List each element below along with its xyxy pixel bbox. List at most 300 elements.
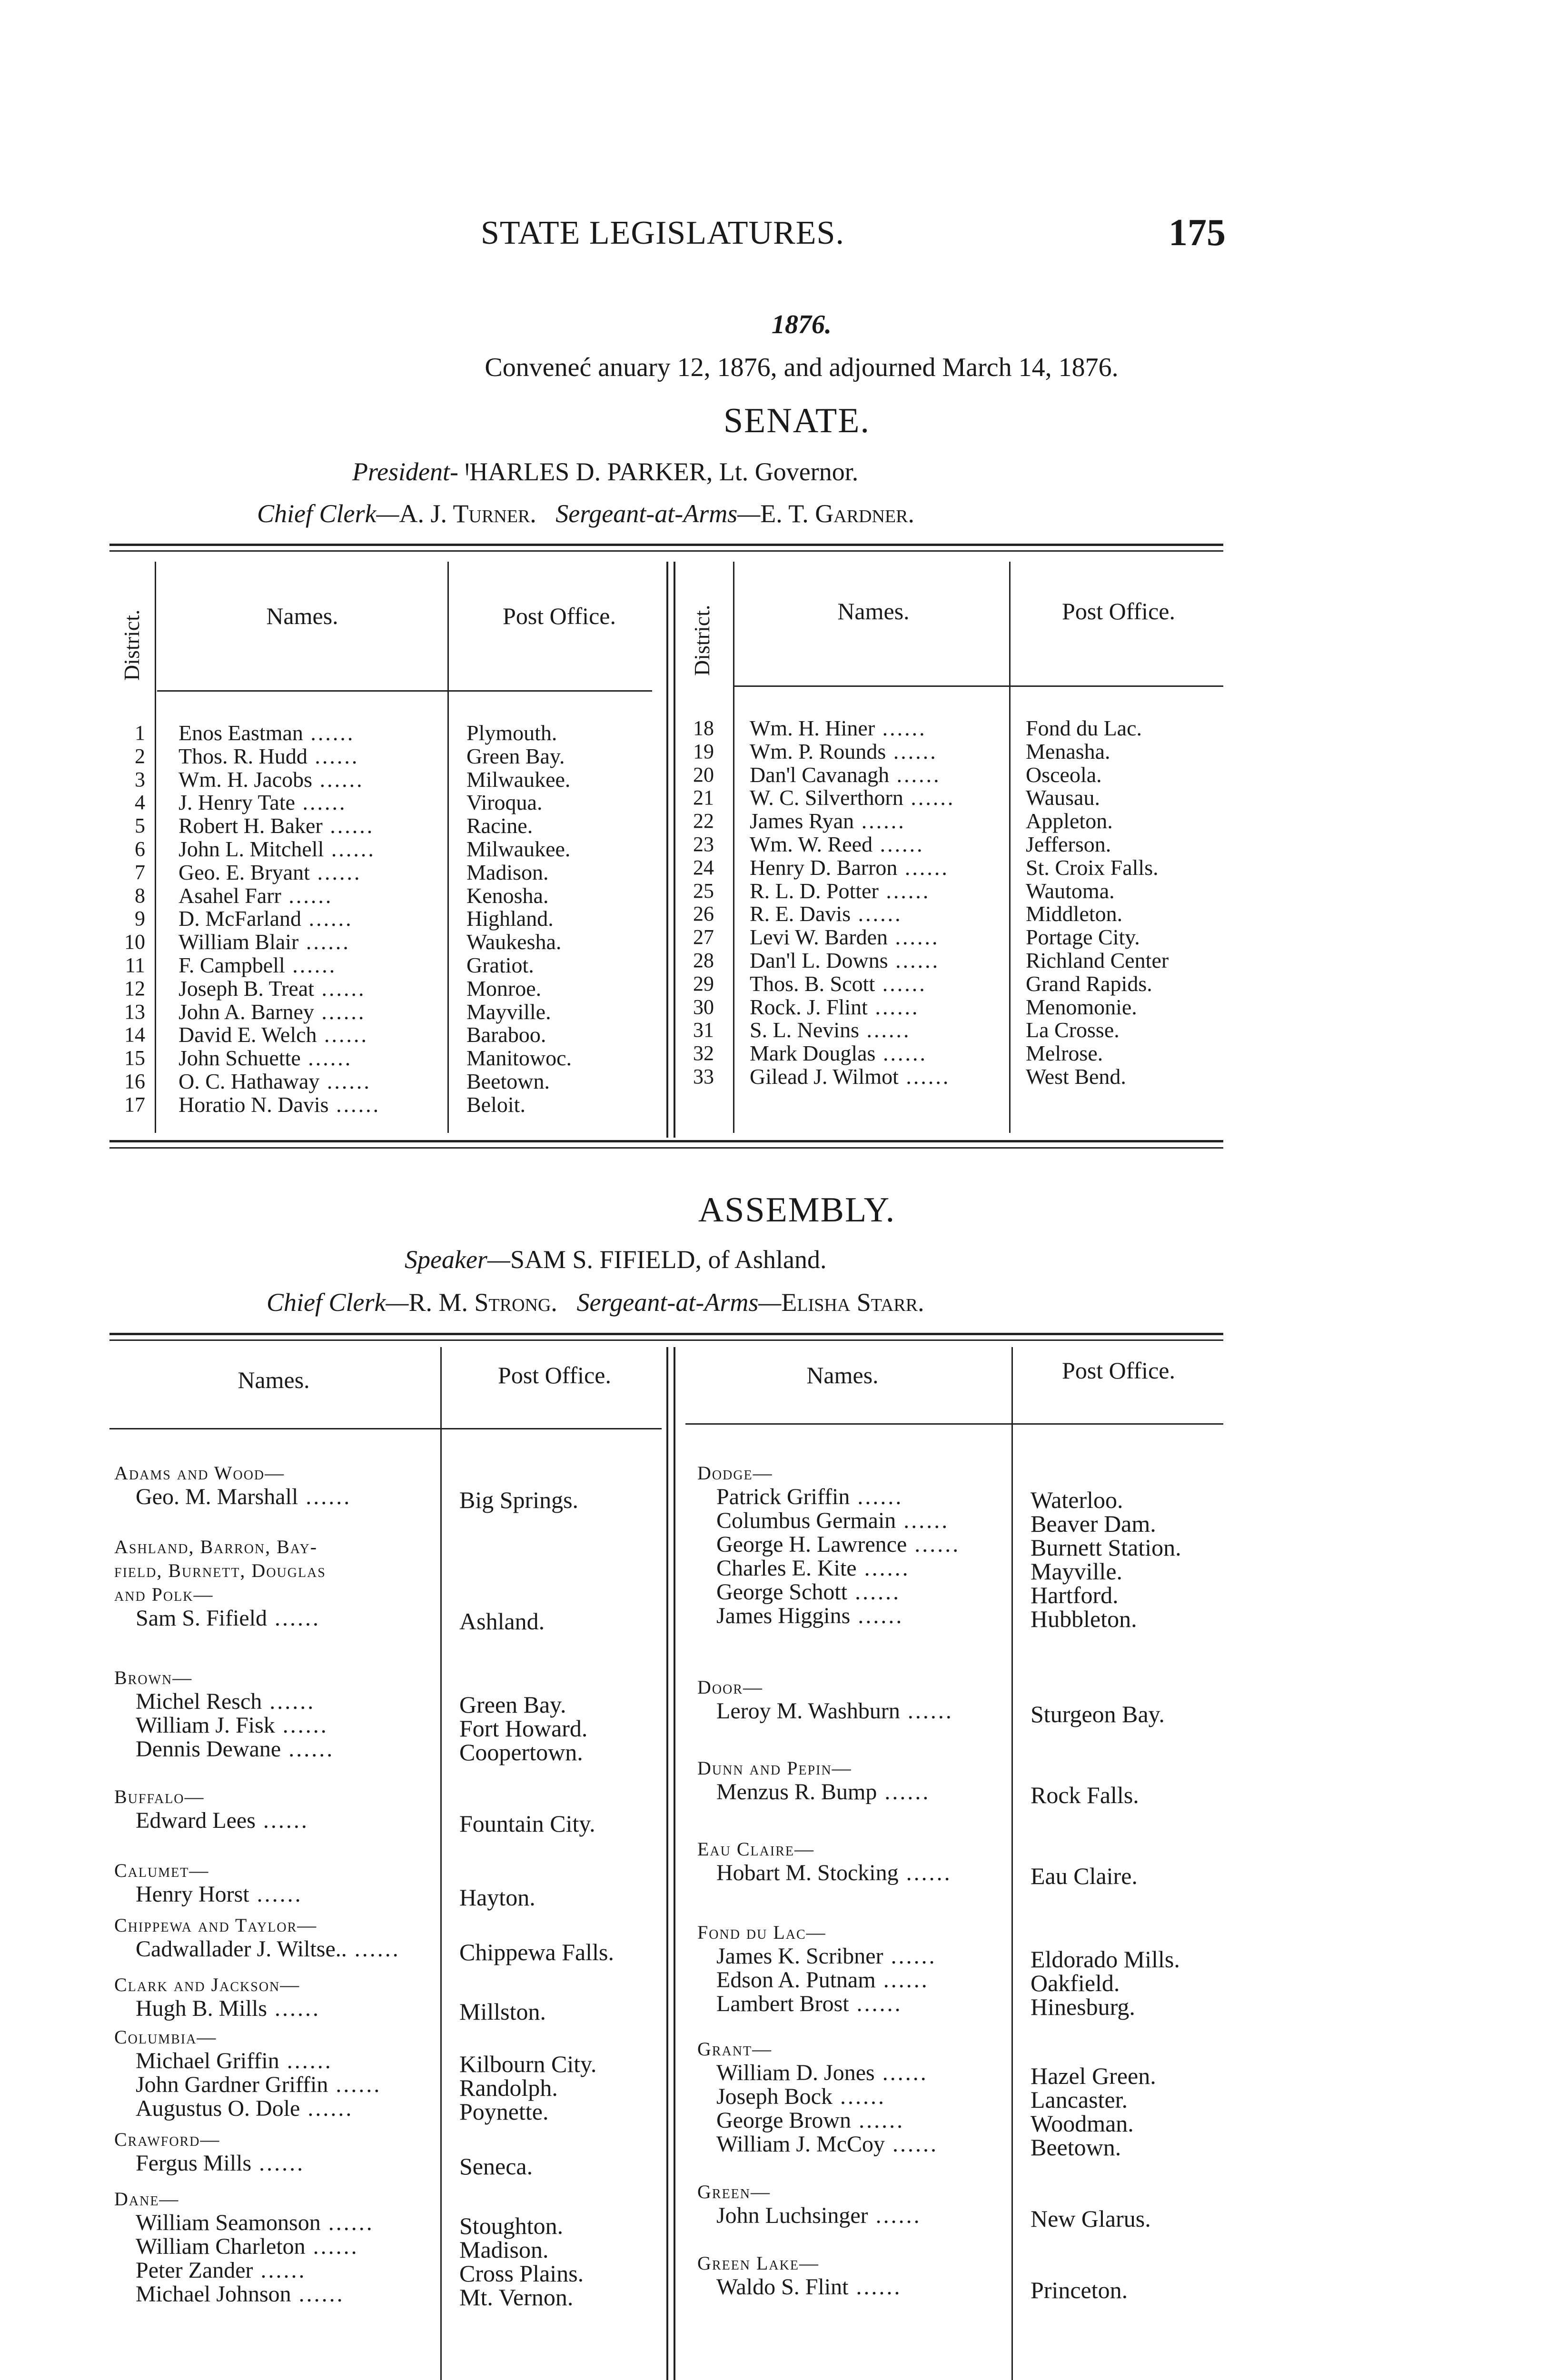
county-heading: field, Burnett, Douglas: [114, 1560, 326, 1581]
leader-dots: ......: [305, 2234, 359, 2259]
member-name-text: William J. Fisk: [136, 1713, 275, 1738]
member-post-office: Princeton.: [1031, 2277, 1128, 2303]
senate-name-text: Asahel Farr: [178, 883, 281, 908]
senate-name: [750, 925, 940, 949]
member-name: [136, 2049, 333, 2073]
senate-district: 9: [135, 907, 145, 931]
member-post-office: Coopertown.: [459, 1739, 583, 1765]
senate-name: [750, 786, 955, 809]
assembly-header-rule-right: [685, 1423, 1223, 1425]
member-name: [136, 1737, 334, 1761]
senate-officers: [257, 499, 914, 528]
member-name-text: William Seamonson: [136, 2210, 321, 2235]
member-name: [136, 2097, 353, 2121]
senate-name-text: F. Campbell: [178, 953, 285, 977]
senate-name: [750, 1041, 927, 1065]
member-name: [716, 2132, 938, 2156]
county-heading: Dunn and Pepin—: [697, 1757, 852, 1779]
leader-dots: ......: [886, 739, 938, 764]
member-post-office: Randolph.: [459, 2074, 558, 2101]
leader-dots: ......: [298, 1484, 352, 1509]
member-post-office: Mayville.: [1031, 1558, 1123, 1585]
leader-dots: ......: [897, 855, 949, 880]
sergeant-label: Sergeant-at-Arms—: [555, 499, 761, 528]
senate-bottom-rule: [109, 1140, 1223, 1142]
senate-district: 7: [135, 860, 145, 884]
member-post-office: Fountain City.: [459, 1810, 595, 1837]
county-heading: Columbia—: [114, 2026, 217, 2048]
member-name: [136, 1883, 303, 1906]
senate-row: [0, 949, 1546, 972]
member-post-office: Big Springs.: [459, 1487, 579, 1513]
leader-dots: ......: [317, 1022, 369, 1047]
leader-dots: ......: [328, 2072, 382, 2097]
chief-clerk-label: Chief Clerk—: [257, 499, 399, 528]
senate-district: 23: [693, 833, 714, 856]
assembly-header-rule-left: [109, 1428, 662, 1429]
member-name: [136, 1606, 320, 1630]
senate-row: [0, 856, 1546, 879]
senate-name-text: W. C. Silverthorn: [750, 785, 903, 810]
senate-row: [0, 1018, 1546, 1041]
county-heading: and Polk—: [114, 1584, 214, 1605]
senate-post-office: Melrose.: [1026, 1041, 1103, 1066]
member-post-office: Stoughton.: [459, 2212, 564, 2239]
senate-name: [750, 1065, 950, 1088]
senate-name-text: Gilead J. Wilmot: [750, 1064, 899, 1089]
assembly-vline-2a: [666, 1347, 668, 2380]
member-name: [716, 1944, 937, 1968]
senate-name-text: William Blair: [178, 930, 299, 954]
member-name-text: William D. Jones: [716, 2060, 875, 2085]
senate-district: 11: [125, 953, 145, 977]
senate-name-text: Joseph B. Treat: [178, 976, 314, 1001]
member-name-text: James K. Scribner: [716, 1944, 883, 1969]
member-post-office: Waterloo.: [1031, 1487, 1123, 1513]
member-post-office: Hinesburg.: [1031, 1993, 1135, 2020]
senate-district: 4: [135, 791, 145, 814]
member-name-text: Fergus Mills: [136, 2151, 252, 2176]
leader-dots: ......: [314, 999, 366, 1024]
senate-name: [750, 856, 949, 879]
senate-district: 1: [135, 721, 145, 744]
senate-post-office: Baraboo.: [466, 1022, 546, 1047]
county-heading: Green Lake—: [697, 2252, 819, 2274]
member-name-text: Augustus O. Dole: [136, 2096, 300, 2121]
senate-president: [352, 457, 858, 486]
member-name: [716, 1485, 903, 1509]
member-post-office: Fort Howard.: [459, 1715, 588, 1742]
leader-dots: ......: [249, 1882, 303, 1907]
senate-district: 20: [693, 763, 714, 786]
member-name-text: John Luchsinger: [716, 2203, 868, 2228]
senate-post-office: Gratiot.: [466, 953, 534, 977]
assembly-col-postoffice-left: Post Office.: [498, 1362, 611, 1388]
chief-clerk-value: A. J. Turner.: [399, 499, 536, 528]
senate-post-office: Wausau.: [1026, 785, 1100, 810]
senate-name: [750, 972, 927, 995]
senate-district: 12: [124, 976, 145, 1000]
senate-col-names-right: Names.: [837, 598, 910, 625]
senate-name: [750, 716, 927, 740]
member-name: [716, 1992, 902, 2016]
senate-name-text: Thos. R. Hudd: [178, 744, 307, 768]
leader-dots: ......: [324, 837, 376, 861]
leader-dots: ......: [298, 930, 350, 954]
county-heading: Ashland, Barron, Bay-: [114, 1536, 318, 1557]
senate-name: [750, 763, 941, 786]
leader-dots: ......: [281, 1736, 335, 1762]
leader-dots: ......: [328, 1092, 381, 1117]
senate-post-office: Beetown.: [466, 1069, 550, 1093]
member-post-office: Seneca.: [459, 2153, 533, 2180]
senate-name-text: John A. Barney: [178, 999, 314, 1024]
leader-dots: ......: [854, 809, 906, 833]
senate-name: [750, 809, 906, 833]
senate-post-office: Wautoma.: [1026, 878, 1115, 903]
leader-dots: ......: [907, 1532, 961, 1557]
senate-district: 6: [135, 837, 145, 861]
senate-name: [750, 902, 902, 925]
senate-post-office: Richland Center: [1026, 948, 1169, 972]
senate-row: [0, 972, 1546, 995]
senate-heading: SENATE.: [723, 401, 870, 440]
leader-dots: ......: [319, 1069, 371, 1093]
senate-district: 5: [135, 814, 145, 838]
assembly-speaker: [405, 1245, 827, 1274]
senate-post-office: Highland.: [466, 906, 554, 931]
leader-dots: ......: [851, 2108, 905, 2133]
member-name: [136, 2259, 307, 2282]
member-name: [716, 1699, 953, 1723]
senate-post-office: Grand Rapids.: [1026, 971, 1152, 996]
member-post-office: Millston.: [459, 1998, 546, 2025]
president-label: President-: [352, 457, 458, 486]
member-name-text: Geo. M. Marshall: [136, 1484, 298, 1509]
senate-name-text: Enos Eastman: [178, 721, 303, 745]
member-name-text: Patrick Griffin: [716, 1484, 850, 1509]
member-name: [716, 1861, 952, 1885]
senate-district: 25: [693, 879, 714, 902]
member-name-text: George Brown: [716, 2108, 852, 2133]
senate-district: 29: [693, 972, 714, 995]
senate-top-rule-2: [109, 550, 1223, 552]
member-name-text: Leroy M. Washburn: [716, 1698, 900, 1724]
county-heading: Fond du Lac—: [697, 1922, 826, 1943]
leader-dots: ......: [850, 1484, 903, 1509]
member-name: [716, 2085, 886, 2109]
senate-name-text: Wm. P. Rounds: [750, 739, 886, 764]
leader-dots: ......: [847, 1579, 901, 1605]
leader-dots: ......: [267, 1996, 321, 2021]
senate-name-text: David E. Welch: [178, 1022, 317, 1047]
senate-name-text: Wm. H. Jacobs: [178, 767, 313, 792]
senate-post-office: Menomonie.: [1026, 994, 1137, 1019]
leader-dots: ......: [878, 878, 931, 903]
senate-name-text: Robert H. Baker: [178, 813, 323, 838]
leader-dots: ......: [896, 1508, 950, 1533]
senate-district: 17: [124, 1092, 145, 1116]
county-heading: Door—: [697, 1676, 763, 1698]
senate-col-district-right: District.: [690, 605, 714, 676]
senate-district: 16: [124, 1070, 145, 1093]
senate-district: 10: [124, 930, 145, 954]
senate-district: 18: [693, 716, 714, 740]
senate-name-text: Thos. B. Scott: [750, 971, 875, 996]
senate-district: 22: [693, 809, 714, 833]
member-name: [716, 1968, 929, 1992]
assembly-vline-2b: [674, 1347, 675, 2380]
senate-row: [0, 809, 1546, 833]
leader-dots: ......: [849, 1991, 902, 2016]
member-post-office: Mt. Vernon.: [459, 2284, 574, 2311]
senate-name-text: Mark Douglas: [750, 1041, 876, 1066]
member-post-office: Chippewa Falls.: [459, 1939, 614, 1965]
member-post-office: Beaver Dam.: [1031, 1510, 1156, 1537]
senate-post-office: Fond du Lac.: [1026, 716, 1142, 740]
senate-header-rule-left: [157, 690, 652, 692]
senate-row: [0, 1093, 1546, 1116]
running-header: [0, 214, 1546, 257]
assembly-top-rule-2: [109, 1339, 1223, 1341]
senate-col-district-left: District.: [119, 609, 144, 681]
senate-post-office: West Bend.: [1026, 1064, 1126, 1089]
member-name-text: Waldo S. Flint: [716, 2274, 849, 2300]
senate-row: [0, 879, 1546, 902]
member-name-text: Edward Lees: [136, 1808, 256, 1833]
senate-district: 31: [693, 1018, 714, 1042]
sergeant-value: E. T. Gardner.: [760, 499, 914, 528]
senate-name-text: D. McFarland: [178, 906, 302, 931]
member-name-text: Lambert Brost: [716, 1991, 849, 2016]
senate-row: [0, 716, 1546, 740]
member-post-office: Rock Falls.: [1031, 1782, 1139, 1808]
senate-name: [750, 949, 940, 972]
leader-dots: ......: [859, 1018, 911, 1042]
leader-dots: ......: [300, 1046, 353, 1071]
member-name: [136, 2235, 359, 2259]
senate-row: [0, 1065, 1546, 1088]
leader-dots: ......: [874, 2060, 928, 2085]
member-name: [716, 1580, 901, 1604]
senate-post-office: Monroe.: [466, 976, 542, 1001]
senate-top-rule: [109, 544, 1223, 546]
leader-dots: ......: [309, 860, 362, 884]
senate-district: 26: [693, 902, 714, 926]
member-name-text: Charles E. Kite: [716, 1556, 857, 1581]
member-post-office: Eldorado Mills.: [1031, 1946, 1180, 1973]
county-heading: Brown—: [114, 1667, 193, 1688]
leader-dots: ......: [267, 1606, 321, 1631]
member-name-text: Joseph Bock: [716, 2084, 832, 2109]
member-name-text: Hobart M. Stocking: [716, 1860, 899, 1885]
member-name-text: Michael Griffin: [136, 2048, 279, 2073]
member-post-office: Hubbleton.: [1031, 1606, 1137, 1632]
president-value: ꞋHARLES D. PARKER, Lt. Governor.: [465, 457, 859, 486]
member-name: [716, 1780, 930, 1804]
leader-dots: ......: [877, 1779, 931, 1805]
member-name: [716, 1509, 949, 1533]
leader-dots: ......: [888, 948, 940, 972]
leader-dots: ......: [275, 1713, 328, 1738]
leader-dots: ......: [347, 1936, 400, 1962]
county-heading: Adams and Wood—: [114, 1462, 285, 1484]
assembly-officers: [267, 1288, 924, 1317]
page-number: 175: [1169, 212, 1226, 254]
member-post-office: Oakfield.: [1031, 1970, 1120, 1996]
leader-dots: ......: [903, 785, 955, 810]
member-name-text: William Charleton: [136, 2234, 306, 2259]
assembly-col-names-right: Names.: [806, 1362, 879, 1388]
senate-name-text: Rock. J. Flint: [750, 994, 868, 1019]
member-name: [136, 2282, 345, 2306]
county-heading: Crawford—: [114, 2129, 220, 2150]
leader-dots: ......: [867, 994, 920, 1019]
leader-dots: ......: [875, 1967, 929, 1993]
leader-dots: ......: [872, 832, 924, 856]
senate-post-office: Green Bay.: [466, 744, 565, 768]
senate-row: [0, 925, 1546, 949]
leader-dots: ......: [322, 813, 375, 838]
member-name-text: John Gardner Griffin: [136, 2072, 328, 2097]
senate-row: [0, 995, 1546, 1019]
member-name: [136, 1997, 320, 2021]
county-heading: Green—: [697, 2181, 771, 2202]
senate-name-text: John L. Mitchell: [178, 837, 324, 861]
senate-name: [750, 995, 919, 1019]
member-post-office: Hayton.: [459, 1884, 535, 1911]
senate-post-office: Portage City.: [1026, 925, 1140, 950]
member-name-text: Michael Johnson: [136, 2281, 291, 2307]
member-name: [136, 1485, 351, 1509]
member-post-office: Hazel Green.: [1031, 2063, 1156, 2089]
member-post-office: New Glarus.: [1031, 2205, 1151, 2232]
member-name: [136, 1714, 328, 1737]
member-post-office: Green Bay.: [459, 1691, 566, 1718]
year-heading: 1876.: [772, 310, 832, 339]
speaker-label: Speaker—: [405, 1245, 510, 1274]
senate-name-text: Wm. W. Reed: [750, 832, 873, 856]
senate-post-office: Appleton.: [1026, 809, 1113, 833]
senate-name: [750, 833, 924, 856]
senate-row: [0, 740, 1546, 763]
senate-post-office: Beloit.: [466, 1092, 525, 1117]
senate-district: 30: [693, 995, 714, 1019]
leader-dots: ......: [301, 906, 353, 931]
member-name: [716, 2061, 928, 2085]
leader-dots: ......: [255, 1808, 309, 1833]
senate-post-office: Menasha.: [1026, 739, 1110, 764]
member-post-office: Woodman.: [1031, 2110, 1134, 2137]
assembly-chief-clerk-label: Chief Clerk—: [267, 1288, 409, 1317]
member-post-office: Burnett Station.: [1031, 1534, 1181, 1561]
senate-post-office: La Crosse.: [1026, 1018, 1120, 1042]
senate-district: 14: [124, 1023, 145, 1047]
senate-name-text: R. E. Davis: [750, 902, 851, 926]
senate-district: 21: [693, 786, 714, 810]
senate-post-office: St. Croix Falls.: [1026, 855, 1159, 880]
senate-name: [750, 740, 938, 763]
member-name-text: Sam S. Fifield: [136, 1606, 268, 1631]
senate-row: [0, 786, 1546, 809]
senate-post-office: Mayville.: [466, 999, 551, 1024]
member-name: [136, 1937, 400, 1961]
member-name-text: James Higgins: [716, 1603, 851, 1628]
senate-post-office: Racine.: [466, 813, 533, 838]
leader-dots: ......: [832, 2084, 886, 2109]
senate-district: 13: [124, 1000, 145, 1023]
senate-district: 3: [135, 767, 145, 791]
member-name: [716, 1604, 903, 1628]
assembly-top-rule: [109, 1333, 1223, 1335]
leader-dots: ......: [320, 2210, 374, 2235]
senate-district: 19: [693, 739, 714, 763]
senate-name-text: Geo. E. Bryant: [178, 860, 310, 884]
member-post-office: Sturgeon Bay.: [1031, 1701, 1165, 1727]
leader-dots: ......: [898, 1860, 952, 1885]
senate-name-text: Henry D. Barron: [750, 855, 898, 880]
leader-dots: ......: [848, 2274, 902, 2300]
county-heading: Grant—: [697, 2038, 773, 2060]
member-name-text: Henry Horst: [136, 1882, 249, 1907]
senate-col-postoffice-left: Post Office.: [503, 603, 616, 629]
assembly-chief-clerk-value: R. M. Strong.: [408, 1288, 557, 1317]
leader-dots: ......: [875, 716, 927, 740]
leader-dots: ......: [889, 762, 941, 787]
assembly-vline-1: [440, 1347, 442, 2380]
senate-name: [750, 879, 930, 902]
senate-header-rule-right: [733, 685, 1223, 687]
senate-district: 32: [693, 1041, 714, 1065]
leader-dots: ......: [285, 953, 337, 977]
county-heading: Clark and Jackson—: [114, 1974, 300, 1995]
member-post-office: Cross Plains.: [459, 2260, 584, 2287]
member-post-office: Eau Claire.: [1031, 1863, 1138, 1889]
leader-dots: ......: [875, 1041, 927, 1066]
leader-dots: ......: [312, 767, 364, 792]
senate-district: 8: [135, 883, 145, 907]
senate-bottom-rule-2: [109, 1147, 1223, 1149]
senate-post-office: Kenosha.: [466, 883, 549, 908]
county-heading: Dane—: [114, 2188, 179, 2210]
leader-dots: ......: [300, 2096, 354, 2121]
senate-post-office: Osceola.: [1026, 762, 1102, 787]
member-name-text: George Schott: [716, 1579, 848, 1605]
member-name: [716, 2109, 904, 2132]
member-name: [716, 2204, 922, 2228]
senate-district: 28: [693, 949, 714, 972]
leader-dots: ......: [888, 925, 940, 950]
leader-dots: ......: [279, 2048, 333, 2073]
senate-name-text: John Schuette: [178, 1046, 301, 1071]
leader-dots: ......: [253, 2258, 307, 2283]
leader-dots: ......: [850, 1603, 904, 1628]
member-post-office: Poynette.: [459, 2098, 549, 2125]
senate-col-postoffice-right: Post Office.: [1062, 598, 1175, 625]
leader-dots: ......: [303, 721, 355, 745]
assembly-sergeant-value: Elisha Starr.: [781, 1288, 924, 1317]
leader-dots: ......: [898, 1064, 951, 1089]
senate-col-names-left: Names.: [266, 603, 338, 629]
member-name: [136, 2152, 305, 2175]
member-post-office: Beetown.: [1031, 2134, 1121, 2161]
member-name-text: Menzus R. Bump: [716, 1779, 877, 1805]
member-name: [716, 1533, 960, 1557]
assembly-sergeant-label: Sergeant-at-Arms—: [576, 1288, 782, 1317]
member-post-office: Ashland.: [459, 1608, 545, 1635]
leader-dots: ......: [856, 1556, 910, 1581]
member-post-office: Kilbourn City.: [459, 2051, 597, 2077]
